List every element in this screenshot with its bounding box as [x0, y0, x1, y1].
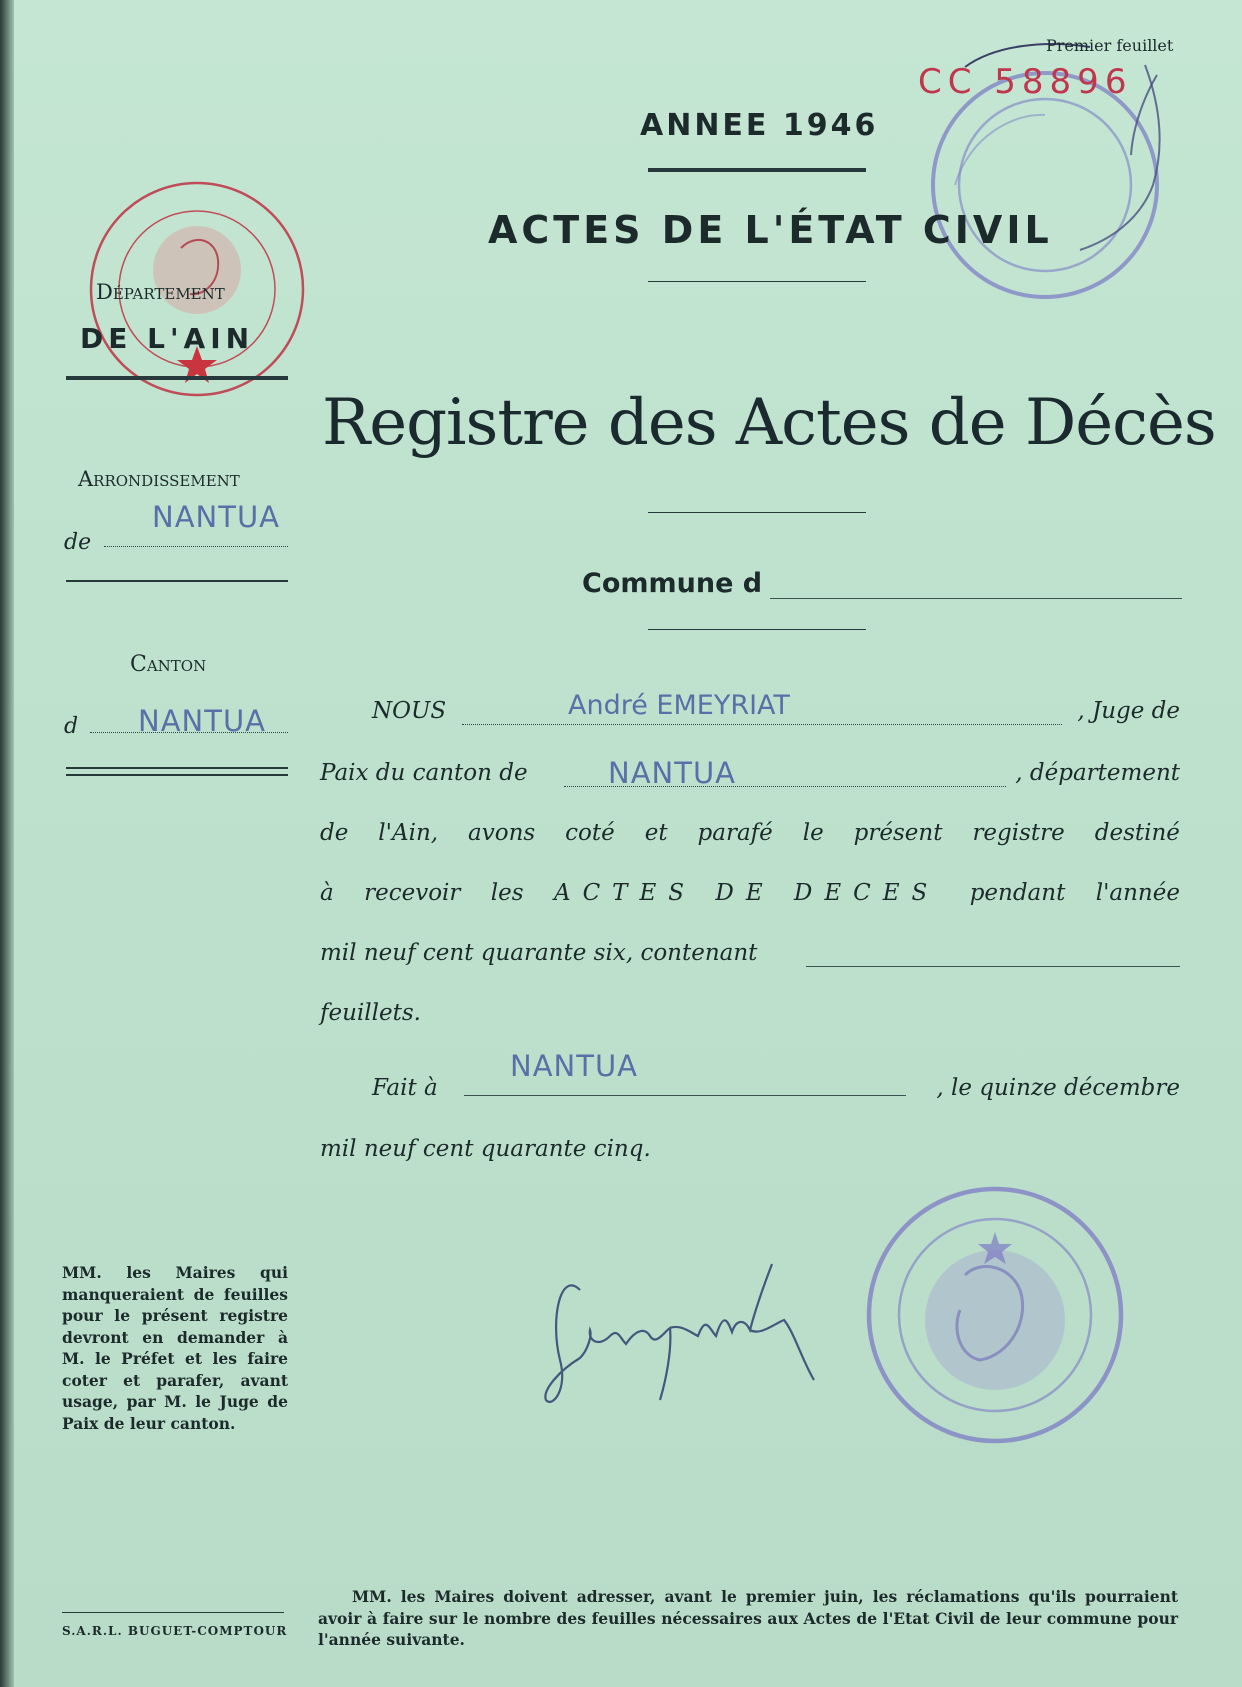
line3-word: parafé	[697, 820, 773, 846]
line3-word: présent	[853, 820, 943, 846]
arrondissement-line	[104, 546, 288, 547]
contenant-text: mil neuf cent quarante six, contenant	[320, 940, 758, 966]
subtitle-rule	[648, 281, 866, 282]
fait-a-value: NANTUA	[510, 1049, 639, 1083]
register-title: Registre des Actes de Décès	[322, 386, 1216, 460]
line4-word: recevoir	[364, 880, 461, 906]
body-line-6	[320, 1000, 1180, 1026]
footer-notice: MM. les Maires doivent adresser, avant le premier juin, les réclamations qu'ils pourraient avoir à faire sur le nombre des feuilles nécessaires aux Actes de l'Etat Civil de leur commune pour l'année suivante.	[318, 1587, 1178, 1649]
arrondissement-rule	[66, 580, 288, 582]
line4-word: l'année	[1095, 880, 1180, 906]
line3-word: registre	[972, 820, 1065, 846]
title-rule	[648, 512, 866, 513]
canton-value: NANTUA	[138, 704, 267, 738]
year-underline	[648, 168, 866, 172]
juge-de-text: , Juge de	[1077, 698, 1180, 724]
serial-number: CC 58896	[918, 62, 1133, 102]
footer-rule	[62, 1612, 284, 1613]
year-in-words: mil neuf cent quarante cinq.	[320, 1136, 651, 1162]
commune-rule	[648, 629, 866, 630]
department-line-2: DE L'AIN	[80, 322, 255, 355]
feuillets-text: feuillets.	[320, 1000, 421, 1026]
judge-signature	[540, 1240, 840, 1420]
department-line-1: Département	[96, 280, 225, 304]
paix-du-canton-text: Paix du canton de	[320, 760, 528, 786]
bottom-right-stamp	[860, 1180, 1130, 1450]
department-rule	[66, 376, 288, 380]
canton-rule-bottom	[66, 774, 288, 776]
line3-word: et	[644, 820, 668, 846]
body-canton-value: NANTUA	[608, 756, 737, 790]
arrondissement-label: Arrondissement	[78, 467, 240, 491]
line3-word: destiné	[1094, 820, 1180, 846]
deaths-keyword: ACTES DE DECES	[553, 880, 940, 906]
year-heading: ANNEE 1946	[640, 108, 879, 143]
judge-name-line	[462, 724, 1062, 725]
binding-spine	[0, 0, 14, 1687]
fait-a-line	[464, 1095, 906, 1096]
sheets-request-notice: MM. les Maires qui manqueraient de feuilles pour le présent registre devront en demander à M. le Préfet et les faire coter et parafer, avant usage, par M. le Juge de Paix de leur canton.	[62, 1263, 288, 1433]
canton-prefix: d	[64, 714, 79, 739]
canton-rule-top	[66, 767, 288, 769]
line4-word: à	[320, 880, 334, 906]
body-last-line	[320, 1136, 1180, 1162]
body-line-3	[320, 820, 1180, 846]
printer-credit: S.A.R.L. BUGUET-COMPTOUR	[62, 1624, 288, 1638]
line3-word: l'Ain,	[378, 820, 439, 846]
arrondissement-value: NANTUA	[152, 500, 281, 534]
date-text: , le quinze décembre	[936, 1075, 1180, 1101]
departement-text: , département	[1015, 760, 1180, 786]
civil-status-heading: ACTES DE L'ÉTAT CIVIL	[488, 208, 1053, 252]
body-line-4	[320, 880, 1180, 906]
commune-line	[770, 598, 1182, 599]
sheet-count-line	[806, 966, 1180, 967]
canton-label: Canton	[130, 652, 207, 677]
line3-word: de	[320, 820, 349, 846]
nous-word: NOUS	[372, 698, 447, 724]
fait-a-text: Fait à	[372, 1075, 438, 1101]
line3-word: le	[802, 820, 824, 846]
line4-word: pendant	[969, 880, 1066, 906]
line3-word: avons	[468, 820, 536, 846]
line3-word: coté	[565, 820, 615, 846]
commune-label: Commune d	[582, 568, 763, 599]
arrondissement-prefix: de	[64, 530, 92, 555]
judge-name: André EMEYRIAT	[568, 690, 790, 721]
line4-word: les	[490, 880, 524, 906]
serial-label: Premier feuillet	[1046, 36, 1174, 55]
